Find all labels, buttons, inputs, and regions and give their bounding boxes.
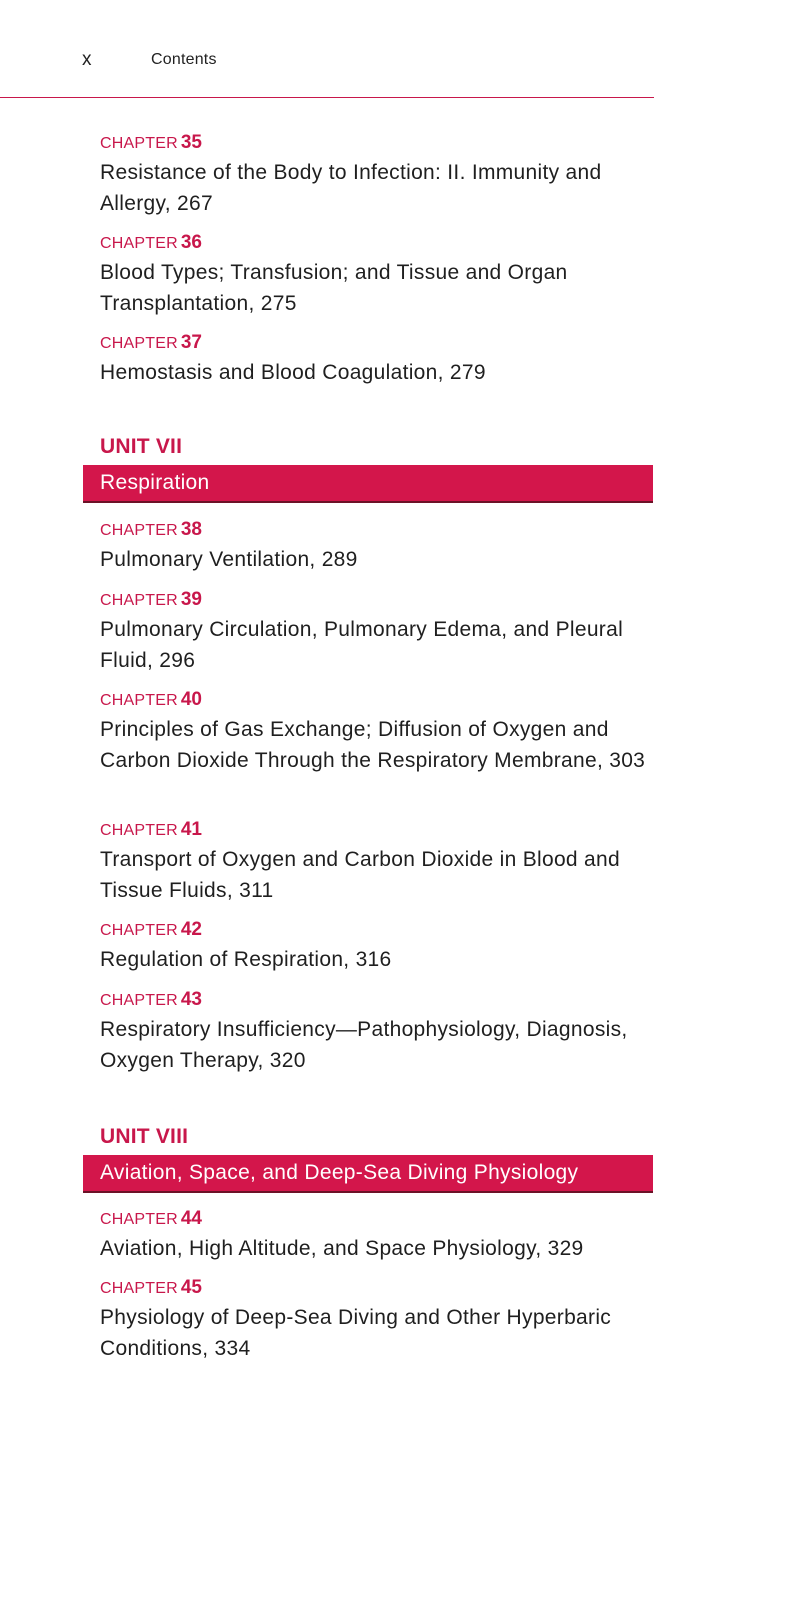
chapter-number: 39 — [180, 589, 202, 610]
chapter-title: Regulation of Respiration, 316 — [100, 948, 392, 971]
toc-entry-chapter-41[interactable] — [100, 818, 650, 906]
chapter-word: CHAPTER — [100, 922, 178, 939]
chapter-title: Blood Types; Transfusion; and Tissue and Organ Transplantation, 275 — [100, 261, 568, 315]
chapter-word: CHAPTER — [100, 1211, 178, 1228]
toc-entry-chapter-35[interactable] — [100, 131, 650, 219]
unit-title-bar — [83, 1155, 653, 1193]
chapter-label — [100, 818, 650, 842]
chapter-title: Pulmonary Ventilation, 289 — [100, 548, 358, 571]
chapter-label — [100, 688, 650, 712]
unit-title: Respiration — [100, 471, 210, 494]
chapter-title: Hemostasis and Blood Coagulation, 279 — [100, 361, 486, 384]
toc-entry-chapter-36[interactable] — [100, 231, 650, 319]
page-number: x — [82, 49, 92, 70]
toc-entry-chapter-39[interactable] — [100, 588, 650, 676]
toc-entry-chapter-37[interactable] — [100, 331, 650, 388]
toc-entry-chapter-45[interactable] — [100, 1276, 650, 1364]
toc-entry-chapter-42[interactable] — [100, 918, 650, 975]
chapter-number: 38 — [180, 519, 202, 540]
chapter-title: Pulmonary Circulation, Pulmonary Edema, and Pleural Fluid, 296 — [100, 618, 624, 672]
chapter-number: 43 — [180, 989, 202, 1010]
chapter-number: 41 — [180, 819, 202, 840]
chapter-label — [100, 231, 650, 255]
chapter-title: Physiology of Deep-Sea Diving and Other Hyperbaric Conditions, 334 — [100, 1306, 612, 1360]
chapter-label — [100, 988, 650, 1012]
chapter-label — [100, 518, 650, 542]
chapter-title: Principles of Gas Exchange; Diffusion of Oxygen and Carbon Dioxide Through the Respiratory Membrane, 303 — [100, 718, 646, 772]
toc-entry-chapter-43[interactable] — [100, 988, 650, 1076]
toc-entry-chapter-38[interactable] — [100, 518, 650, 575]
chapter-label — [100, 131, 650, 155]
chapter-word: CHAPTER — [100, 1280, 178, 1297]
chapter-label — [100, 331, 650, 355]
running-head-label: Contents — [151, 51, 217, 68]
chapter-word: CHAPTER — [100, 592, 178, 609]
chapter-title: Aviation, High Altitude, and Space Physiology, 329 — [100, 1237, 584, 1260]
chapter-title: Transport of Oxygen and Carbon Dioxide in Blood and Tissue Fluids, 311 — [100, 848, 620, 902]
chapter-number: 45 — [180, 1277, 202, 1298]
chapter-number: 37 — [180, 332, 202, 353]
chapter-word: CHAPTER — [100, 135, 178, 152]
chapter-word: CHAPTER — [100, 335, 178, 352]
unit-title-bar — [83, 465, 653, 503]
chapter-title: Resistance of the Body to Infection: II. Immunity and Allergy, 267 — [100, 161, 602, 215]
chapter-number: 40 — [180, 689, 202, 710]
chapter-number: 35 — [180, 132, 202, 153]
chapter-label — [100, 1207, 650, 1231]
chapter-title: Respiratory Insufficiency—Pathophysiology, Diagnosis, Oxygen Therapy, 320 — [100, 1018, 628, 1072]
chapter-word: CHAPTER — [100, 992, 178, 1009]
toc-entry-chapter-40[interactable] — [100, 688, 650, 776]
unit-label: UNIT VII — [100, 435, 183, 458]
chapter-label — [100, 1276, 650, 1300]
chapter-word: CHAPTER — [100, 522, 178, 539]
unit-label: UNIT VIII — [100, 1125, 189, 1148]
chapter-label — [100, 918, 650, 942]
chapter-word: CHAPTER — [100, 822, 178, 839]
chapter-word: CHAPTER — [100, 692, 178, 709]
chapter-number: 44 — [180, 1208, 202, 1229]
toc-entry-chapter-44[interactable] — [100, 1207, 650, 1264]
chapter-number: 42 — [180, 919, 202, 940]
chapter-number: 36 — [180, 232, 202, 253]
chapter-word: CHAPTER — [100, 235, 178, 252]
running-head — [0, 0, 654, 98]
chapter-label — [100, 588, 650, 612]
unit-title: Aviation, Space, and Deep-Sea Diving Physiology — [100, 1161, 579, 1184]
